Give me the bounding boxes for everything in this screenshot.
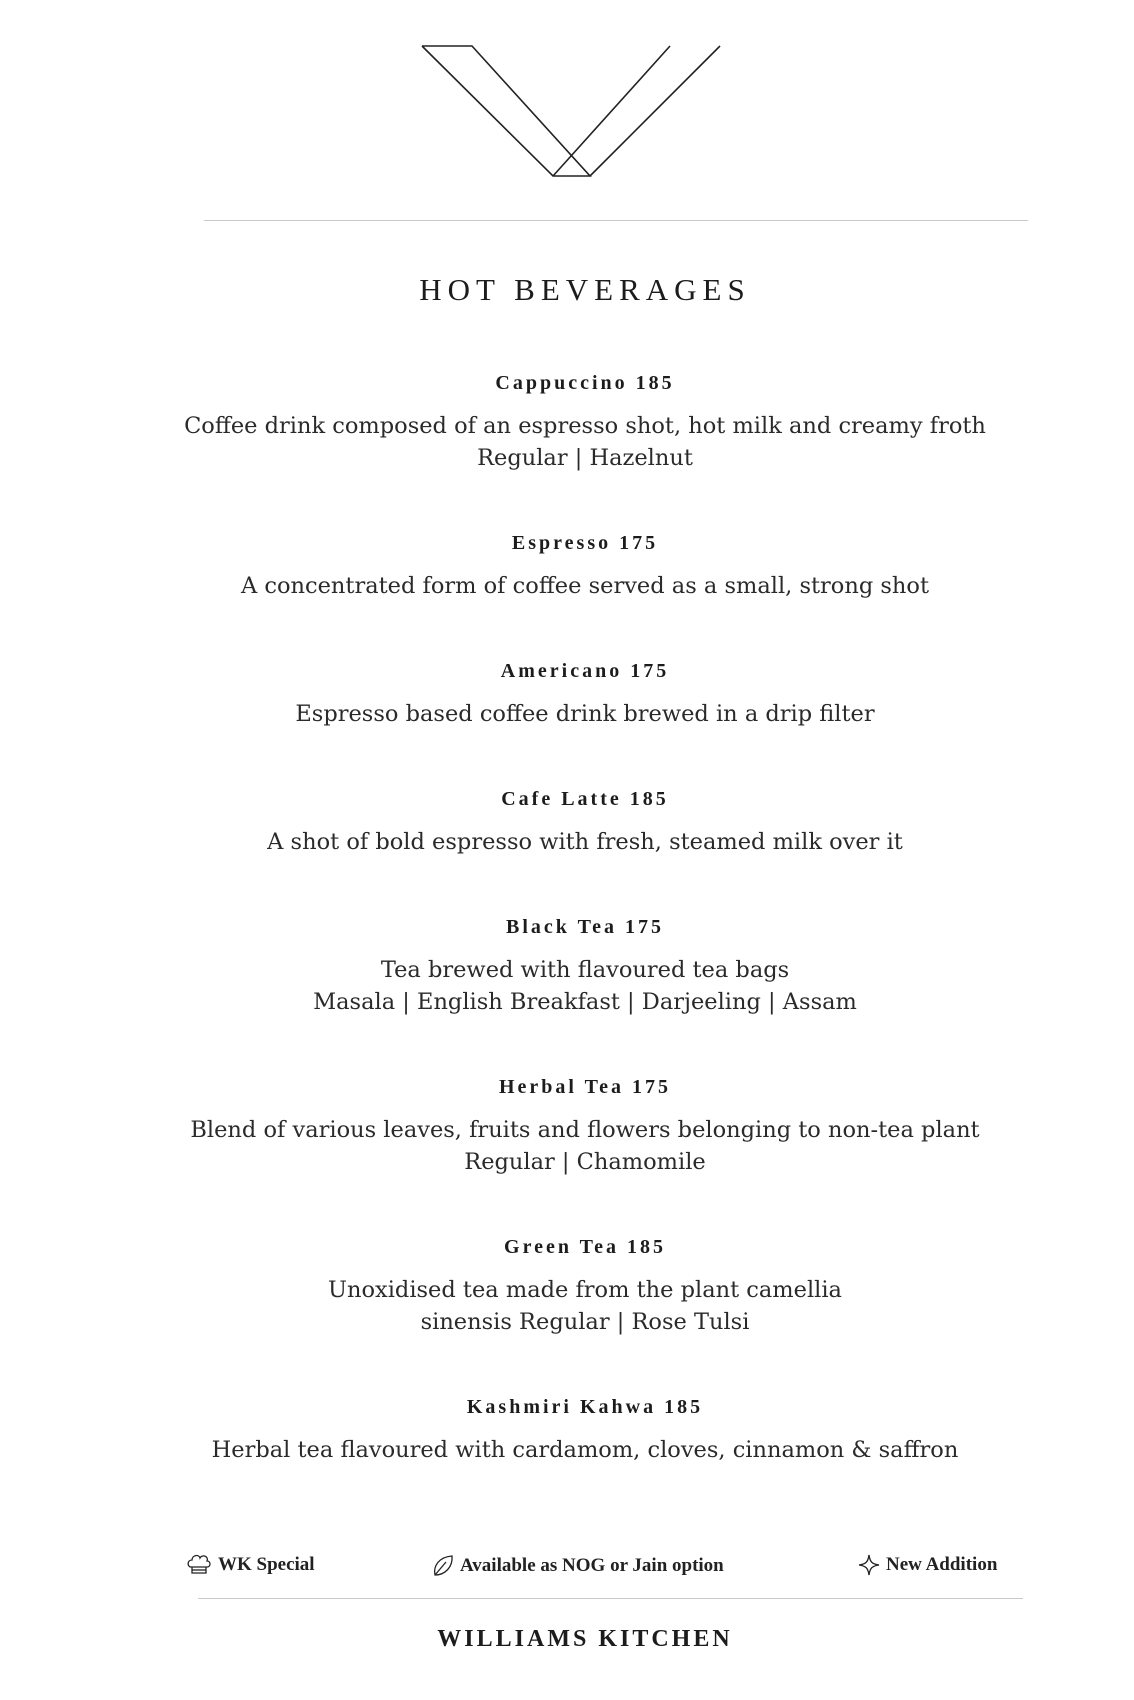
item-description: A shot of bold espresso with fresh, steamed milk over it	[267, 829, 903, 855]
item-description: Espresso based coffee drink brewed in a drip filter	[295, 701, 875, 727]
w-monogram-logo	[420, 44, 735, 179]
item-description: Herbal tea flavoured with cardamom, cloves, cinnamon & saffron	[211, 1437, 959, 1463]
item-description: A concentrated form of coffee served as a small, strong shot	[240, 573, 930, 599]
sparkle-icon	[858, 1554, 880, 1576]
item-name: Cappuccino 185	[495, 372, 675, 394]
menu-item	[0, 914, 1134, 1018]
legend-wk-special	[186, 1554, 315, 1576]
menu-item	[0, 370, 1134, 474]
item-name: Black Tea 175	[506, 916, 664, 938]
item-options: Regular | Chamomile	[464, 1149, 706, 1175]
legend-nog-jain	[432, 1554, 724, 1578]
section-title: HOT BEVERAGES	[419, 272, 751, 307]
menu-item	[0, 530, 1134, 602]
menu-item	[0, 658, 1134, 730]
top-divider	[204, 220, 1028, 221]
menu-item	[0, 1234, 1134, 1338]
legend-label: New Addition	[886, 1554, 998, 1575]
item-name: Espresso 175	[511, 532, 659, 554]
item-options: Masala | English Breakfast | Darjeeling | Assam	[313, 989, 857, 1015]
legend-new-addition	[858, 1554, 997, 1576]
bottom-divider	[198, 1598, 1023, 1599]
item-description: Coffee drink composed of an espresso shot, hot milk and creamy froth	[184, 413, 986, 439]
menu-item	[0, 1074, 1134, 1178]
item-options: sinensis Regular | Rose Tulsi	[420, 1309, 750, 1335]
menu-item	[0, 786, 1134, 858]
legend-label: WK Special	[218, 1554, 315, 1575]
leaf-icon	[432, 1554, 454, 1578]
item-options: Regular | Hazelnut	[477, 445, 693, 471]
item-name: Herbal Tea 175	[498, 1076, 671, 1098]
menu-item	[0, 1394, 1134, 1466]
chef-hat-icon	[186, 1554, 212, 1576]
menu-list	[0, 370, 1134, 1522]
legend-label: Available as NOG or Jain option	[460, 1555, 724, 1576]
item-name: Green Tea 185	[504, 1236, 666, 1258]
item-name: Kashmiri Kahwa 185	[466, 1396, 704, 1418]
footer-brand: WILLIAMS KITCHEN	[437, 1626, 733, 1652]
legend	[186, 1554, 1026, 1584]
item-name: Americano 175	[500, 660, 670, 682]
item-description: Unoxidised tea made from the plant camellia	[328, 1277, 842, 1303]
item-description: Tea brewed with flavoured tea bags	[380, 957, 790, 983]
item-description: Blend of various leaves, fruits and flowers belonging to non-tea plant	[190, 1117, 980, 1143]
item-name: Cafe Latte 185	[501, 788, 669, 810]
